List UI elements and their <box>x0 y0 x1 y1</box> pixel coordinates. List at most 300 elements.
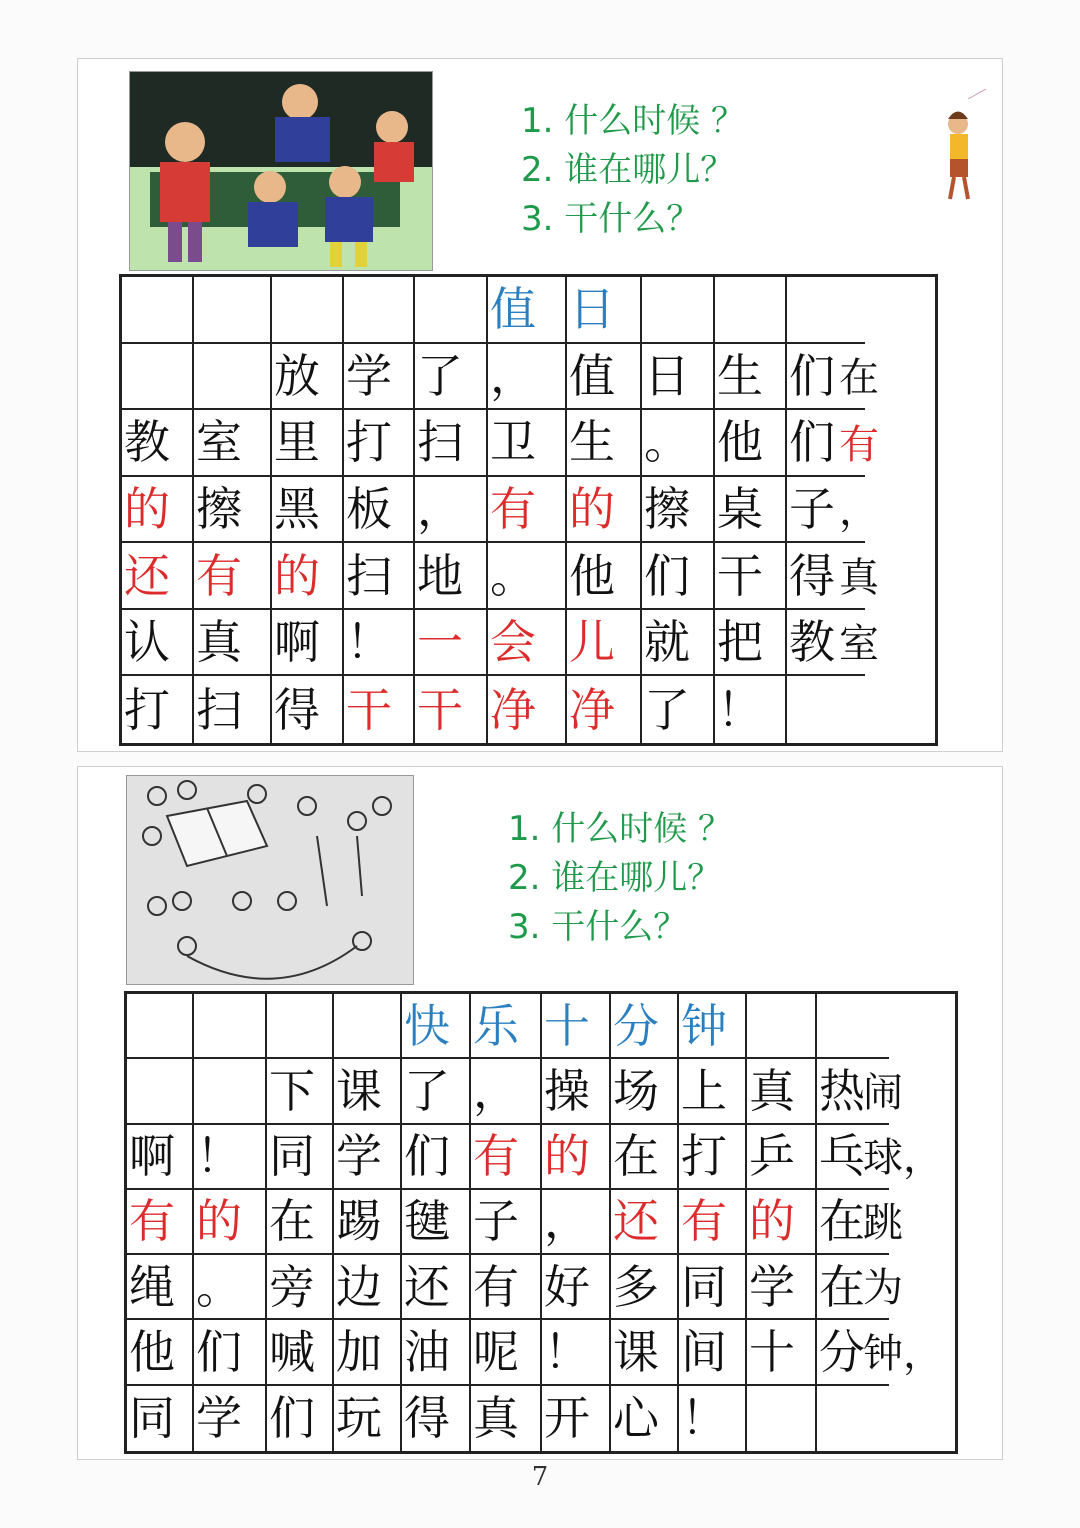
grid-cell <box>679 1386 747 1451</box>
grid-cell <box>471 1255 542 1320</box>
grid-char: 们 <box>644 548 690 603</box>
grid-char: 的 <box>569 481 615 536</box>
grid-char: 了 <box>417 348 463 403</box>
grid-char: 扫 <box>196 682 242 737</box>
overflow-char: ， <box>903 1134 943 1181</box>
grid-char: 桌 <box>717 481 763 536</box>
grid-cell <box>787 477 879 544</box>
grid-cell <box>611 1059 679 1124</box>
grid-cell <box>488 676 567 743</box>
grid-char: 了 <box>404 1063 450 1118</box>
grid-cell <box>334 1386 402 1451</box>
grid-char: 的 <box>274 548 320 603</box>
grid-cell <box>642 477 715 544</box>
grid-char: 玩 <box>336 1391 382 1446</box>
grid-cell <box>122 676 194 743</box>
grid-cell <box>542 994 611 1059</box>
grid-char: 加 <box>336 1325 382 1380</box>
grid-char: 边 <box>336 1259 382 1314</box>
grid-cell <box>334 1320 402 1385</box>
grid-char: 还 <box>404 1259 450 1314</box>
grid-cell <box>542 1255 611 1320</box>
grid-char: 钟 <box>681 998 727 1053</box>
grid-cell <box>679 1190 747 1255</box>
grid-cell <box>402 1386 471 1451</box>
grid-cell <box>488 410 567 477</box>
grid-char: 学 <box>346 348 392 403</box>
grid-cell <box>272 344 344 411</box>
grid-cell <box>267 1059 334 1124</box>
grid-char: ， <box>417 481 463 536</box>
grid-cell <box>194 1386 267 1451</box>
grid-cell <box>567 477 642 544</box>
grid-char: 得 <box>789 548 835 603</box>
question-2: 2. 谁在哪儿？ <box>521 150 735 190</box>
lesson-panel-recess <box>77 766 1003 1460</box>
grid-char: 日 <box>569 282 615 337</box>
grid-cell <box>334 994 402 1059</box>
grid-char: 儿 <box>569 615 615 670</box>
grid-char: 。 <box>490 548 536 603</box>
grid-char: 的 <box>196 1194 242 1249</box>
grid-cell <box>402 1125 471 1190</box>
grid-char: 们 <box>789 348 835 403</box>
grid-char: 擦 <box>196 481 242 536</box>
grid-char: 同 <box>269 1129 315 1184</box>
classroom-illustration <box>129 71 433 271</box>
grid-cell <box>344 277 415 344</box>
grid-cell <box>267 1255 334 1320</box>
grid-cell <box>334 1255 402 1320</box>
grid-cell <box>471 1386 542 1451</box>
grid-char: 日 <box>644 348 690 403</box>
grid-cell <box>679 1255 747 1320</box>
question-3: 3. 干什么？ <box>521 199 701 239</box>
grid-cell <box>194 1059 267 1124</box>
grid-cell <box>611 1190 679 1255</box>
grid-char: 开 <box>544 1391 590 1446</box>
grid-cell <box>715 610 787 677</box>
grid-char: 分 <box>819 1325 865 1380</box>
grid-char: 呢 <box>473 1325 519 1380</box>
grid-cell <box>747 994 817 1059</box>
grid-char: 干 <box>417 682 463 737</box>
grid-cell <box>402 1190 471 1255</box>
grid-cell <box>344 410 415 477</box>
grid-cell <box>642 344 715 411</box>
grid-cell <box>747 1386 817 1451</box>
grid-char: 毽 <box>404 1194 450 1249</box>
grid-char: 还 <box>124 548 170 603</box>
grid-cell <box>715 277 787 344</box>
grid-cell <box>272 277 344 344</box>
grid-cell <box>471 1320 542 1385</box>
grid-char: 下 <box>269 1063 315 1118</box>
grid-char: 还 <box>613 1194 659 1249</box>
grid-char: 学 <box>196 1391 242 1446</box>
grid-cell <box>679 1320 747 1385</box>
grid-char: 他 <box>129 1325 175 1380</box>
question-2: 2. 谁在哪儿？ <box>508 858 722 898</box>
grid-char: 把 <box>717 615 763 670</box>
overflow-char: 球 <box>863 1134 903 1181</box>
writing-grid-duty <box>119 274 938 746</box>
grid-cell <box>334 1059 402 1124</box>
grid-cell <box>715 344 787 411</box>
grid-cell <box>344 543 415 610</box>
grid-char: 们 <box>196 1325 242 1380</box>
grid-char: 放 <box>274 348 320 403</box>
grid-char: 啊 <box>274 615 320 670</box>
overflow-char: 有 <box>839 421 879 468</box>
grid-cell <box>747 1125 817 1190</box>
grid-char: 他 <box>717 415 763 470</box>
grid-cell <box>194 1320 267 1385</box>
grid-cell <box>715 477 787 544</box>
kite-kid-illustration <box>938 89 988 213</box>
grid-char: 。 <box>196 1259 242 1314</box>
grid-cell <box>415 676 488 743</box>
grid-char: 子 <box>473 1194 519 1249</box>
grid-char: 真 <box>749 1063 795 1118</box>
grid-char: 卫 <box>490 415 536 470</box>
grid-cell <box>194 543 272 610</box>
grid-cell <box>787 410 879 477</box>
grid-cell <box>415 610 488 677</box>
grid-cell <box>488 610 567 677</box>
grid-char: 同 <box>129 1391 175 1446</box>
grid-cell <box>194 610 272 677</box>
grid-char: 子 <box>789 481 835 536</box>
grid-cell <box>679 1059 747 1124</box>
grid-cell <box>127 1125 194 1190</box>
grid-cell <box>122 477 194 544</box>
page-number: 7 <box>531 1462 549 1492</box>
grid-char: 好 <box>544 1259 590 1314</box>
grid-cell <box>267 1386 334 1451</box>
grid-char: 净 <box>569 682 615 737</box>
grid-cell <box>122 277 194 344</box>
grid-cell <box>787 344 879 411</box>
overflow-char: 闹 <box>863 1069 903 1116</box>
grid-cell <box>127 994 194 1059</box>
grid-char: 板 <box>346 481 392 536</box>
grid-cell <box>488 344 567 411</box>
grid-cell <box>715 410 787 477</box>
grid-cell <box>194 676 272 743</box>
grid-char: 得 <box>274 682 320 737</box>
grid-cell <box>122 410 194 477</box>
grid-char: ！ <box>717 682 763 737</box>
grid-cell <box>194 994 267 1059</box>
grid-char: 在 <box>613 1129 659 1184</box>
grid-cell <box>127 1190 194 1255</box>
grid-char: 真 <box>473 1391 519 1446</box>
grid-cell <box>334 1190 402 1255</box>
grid-cell <box>415 477 488 544</box>
grid-char: 场 <box>613 1063 659 1118</box>
grid-cell <box>817 1190 903 1255</box>
grid-char: 有 <box>473 1129 519 1184</box>
guiding-questions <box>508 805 732 952</box>
grid-cell <box>817 1255 903 1320</box>
grid-cell <box>402 1320 471 1385</box>
overflow-char: ， <box>903 1330 943 1377</box>
grid-cell <box>267 1125 334 1190</box>
grid-cell <box>542 1059 611 1124</box>
grid-char: 乐 <box>473 998 519 1053</box>
grid-char: 的 <box>544 1129 590 1184</box>
overflow-char: 真 <box>839 554 879 601</box>
grid-cell <box>471 1190 542 1255</box>
writing-grid-recess <box>124 991 958 1454</box>
grid-cell <box>194 1255 267 1320</box>
grid-cell <box>542 1386 611 1451</box>
grid-char: 喊 <box>269 1325 315 1380</box>
grid-cell <box>642 410 715 477</box>
grid-char: 黑 <box>274 481 320 536</box>
grid-char: 热 <box>819 1063 865 1118</box>
grid-cell <box>122 543 194 610</box>
grid-cell <box>194 1125 267 1190</box>
grid-char: 真 <box>196 615 242 670</box>
grid-cell <box>817 1386 889 1451</box>
grid-char: 乒 <box>749 1129 795 1184</box>
grid-cell <box>679 994 747 1059</box>
overflow-char: 室 <box>839 621 879 668</box>
grid-cell <box>642 610 715 677</box>
grid-cell <box>471 1059 542 1124</box>
grid-char: 上 <box>681 1063 727 1118</box>
grid-cell <box>542 1125 611 1190</box>
grid-cell <box>715 543 787 610</box>
grid-char: ， <box>490 348 536 403</box>
overflow-char: 在 <box>839 355 879 402</box>
grid-cell <box>787 277 865 344</box>
grid-char: 们 <box>269 1391 315 1446</box>
grid-char: 里 <box>274 415 320 470</box>
grid-cell <box>344 477 415 544</box>
grid-cell <box>344 676 415 743</box>
grid-cell <box>567 277 642 344</box>
grid-cell <box>642 676 715 743</box>
grid-char: 乓 <box>819 1129 865 1184</box>
grid-cell <box>817 1059 903 1124</box>
question-3: 3. 干什么？ <box>508 907 688 947</box>
grid-cell <box>272 610 344 677</box>
grid-cell <box>488 477 567 544</box>
grid-cell <box>747 1255 817 1320</box>
grid-char: 有 <box>681 1194 727 1249</box>
grid-char: ！ <box>346 615 392 670</box>
grid-cell <box>611 1255 679 1320</box>
grid-cell <box>127 1059 194 1124</box>
grid-char: 值 <box>569 348 615 403</box>
grid-char: 教 <box>789 615 835 670</box>
grid-char: 旁 <box>269 1259 315 1314</box>
grid-cell <box>344 344 415 411</box>
grid-cell <box>471 994 542 1059</box>
grid-cell <box>642 543 715 610</box>
grid-cell <box>471 1125 542 1190</box>
lesson-panel-duty <box>77 58 1003 752</box>
grid-cell <box>127 1255 194 1320</box>
grid-cell <box>567 676 642 743</box>
grid-cell <box>817 1320 943 1385</box>
playground-illustration <box>126 775 414 985</box>
grid-char: 有 <box>196 548 242 603</box>
grid-cell <box>272 410 344 477</box>
grid-char: 十 <box>749 1325 795 1380</box>
grid-cell <box>787 610 879 677</box>
grid-char: ！ <box>196 1129 242 1184</box>
grid-char: 的 <box>124 481 170 536</box>
grid-cell <box>611 1125 679 1190</box>
grid-cell <box>415 410 488 477</box>
overflow-char: 钟 <box>863 1330 903 1377</box>
grid-cell <box>267 1320 334 1385</box>
grid-cell <box>402 1059 471 1124</box>
grid-cell <box>127 1386 194 1451</box>
grid-char: 们 <box>404 1129 450 1184</box>
grid-char: 操 <box>544 1063 590 1118</box>
grid-char: 他 <box>569 548 615 603</box>
grid-cell <box>127 1320 194 1385</box>
grid-char: ， <box>473 1063 519 1118</box>
grid-cell <box>611 1320 679 1385</box>
grid-cell <box>488 277 567 344</box>
grid-cell <box>787 543 879 610</box>
grid-cell <box>567 344 642 411</box>
grid-char: 学 <box>749 1259 795 1314</box>
grid-char: 一 <box>417 615 463 670</box>
grid-char: 的 <box>749 1194 795 1249</box>
grid-cell <box>272 676 344 743</box>
grid-cell <box>194 344 272 411</box>
grid-cell <box>334 1125 402 1190</box>
grid-char: 心 <box>613 1391 659 1446</box>
grid-char: 多 <box>613 1259 659 1314</box>
grid-char: 打 <box>124 682 170 737</box>
grid-cell <box>567 543 642 610</box>
grid-char: 打 <box>346 415 392 470</box>
grid-char: 课 <box>613 1325 659 1380</box>
grid-cell <box>272 543 344 610</box>
grid-char: 擦 <box>644 481 690 536</box>
grid-cell <box>747 1059 817 1124</box>
grid-cell <box>542 1190 611 1255</box>
grid-char: 油 <box>404 1325 450 1380</box>
grid-cell <box>567 610 642 677</box>
grid-cell <box>194 410 272 477</box>
grid-char: 课 <box>336 1063 382 1118</box>
overflow-char: ， <box>839 488 879 535</box>
grid-char: 会 <box>490 615 536 670</box>
grid-char: 了 <box>644 682 690 737</box>
grid-cell <box>679 1125 747 1190</box>
grid-cell <box>747 1320 817 1385</box>
grid-char: ！ <box>681 1391 727 1446</box>
grid-char: 分 <box>613 998 659 1053</box>
grid-char: 间 <box>681 1325 727 1380</box>
grid-cell <box>715 676 787 743</box>
grid-char: 扫 <box>417 415 463 470</box>
grid-char: 生 <box>569 415 615 470</box>
grid-cell <box>415 344 488 411</box>
grid-cell <box>267 994 334 1059</box>
grid-cell <box>194 477 272 544</box>
question-1: 1. 什么时候 ？ <box>508 809 733 849</box>
grid-char: 干 <box>717 548 763 603</box>
overflow-char: 为 <box>863 1265 903 1312</box>
grid-char: 在 <box>819 1259 865 1314</box>
grid-char: 室 <box>196 415 242 470</box>
grid-char: 。 <box>644 415 690 470</box>
grid-cell <box>787 676 865 743</box>
grid-cell <box>194 277 272 344</box>
grid-cell <box>415 277 488 344</box>
grid-char: ！ <box>544 1325 590 1380</box>
grid-cell <box>817 994 889 1059</box>
grid-char: 十 <box>544 998 590 1053</box>
grid-cell <box>122 344 194 411</box>
grid-char: 净 <box>490 682 536 737</box>
grid-cell <box>344 610 415 677</box>
grid-char: 有 <box>129 1194 175 1249</box>
grid-char: 生 <box>717 348 763 403</box>
grid-char: 学 <box>336 1129 382 1184</box>
grid-char: 同 <box>681 1259 727 1314</box>
grid-char: 快 <box>404 998 450 1053</box>
grid-cell <box>747 1190 817 1255</box>
grid-char: 绳 <box>129 1259 175 1314</box>
grid-cell <box>122 610 194 677</box>
grid-char: 在 <box>269 1194 315 1249</box>
grid-char: 在 <box>819 1194 865 1249</box>
grid-cell <box>611 994 679 1059</box>
grid-cell <box>267 1190 334 1255</box>
grid-cell <box>402 994 471 1059</box>
grid-char: 有 <box>473 1259 519 1314</box>
grid-char: 就 <box>644 615 690 670</box>
grid-char: 地 <box>417 548 463 603</box>
grid-cell <box>415 543 488 610</box>
grid-cell <box>817 1125 943 1190</box>
overflow-char: 跳 <box>863 1200 903 1247</box>
grid-char: 打 <box>681 1129 727 1184</box>
grid-cell <box>567 410 642 477</box>
guiding-questions <box>521 97 745 244</box>
grid-cell <box>642 277 715 344</box>
question-1: 1. 什么时候 ？ <box>521 101 746 141</box>
grid-char: 得 <box>404 1391 450 1446</box>
grid-cell <box>194 1190 267 1255</box>
grid-cell <box>402 1255 471 1320</box>
grid-char: 教 <box>124 415 170 470</box>
grid-char: 干 <box>346 682 392 737</box>
grid-char: 值 <box>490 282 536 337</box>
grid-char: 认 <box>124 615 170 670</box>
grid-char: 们 <box>789 415 835 470</box>
grid-cell <box>272 477 344 544</box>
grid-cell <box>611 1386 679 1451</box>
grid-char: 踢 <box>336 1194 382 1249</box>
grid-char: ， <box>544 1194 590 1249</box>
grid-cell <box>488 543 567 610</box>
grid-cell <box>542 1320 611 1385</box>
grid-char: 有 <box>490 481 536 536</box>
grid-char: 扫 <box>346 548 392 603</box>
